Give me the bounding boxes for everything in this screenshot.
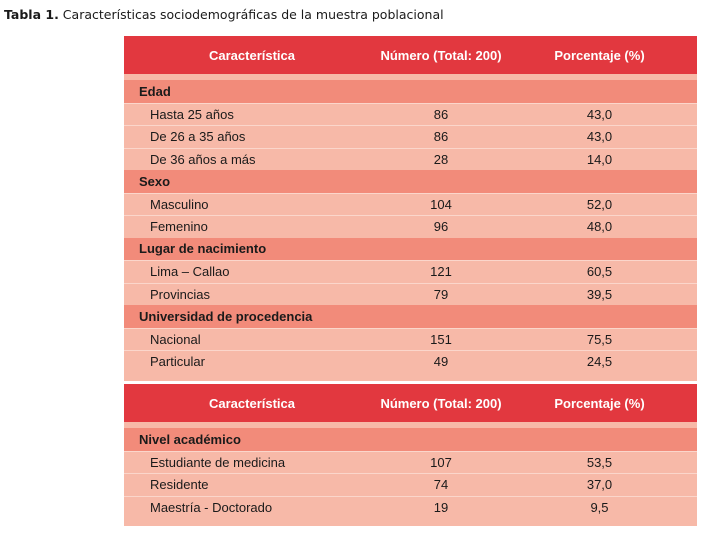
row-number: 74 [433,477,449,493]
demographics-table [124,36,697,381]
row-number: 86 [433,129,449,145]
row-percent: 9,5 [590,499,609,515]
row-label: Masculino [150,196,209,212]
table-row [124,193,697,216]
academic-level-table [124,384,697,526]
row-percent: 37,0 [586,477,613,493]
row-number: 19 [433,499,449,515]
section-header: Edad [124,80,697,103]
row-number: 107 [430,454,452,470]
table-row [124,496,697,519]
header-characteristic: Característica [209,395,295,411]
row-percent: 75,5 [586,331,613,347]
row-label: De 36 años a más [150,151,256,167]
row-percent: 53,5 [586,454,613,470]
header-characteristic: Característica [209,47,295,63]
table-caption [4,7,444,22]
row-percent: 52,0 [586,196,613,212]
table-row [124,215,697,238]
table-row [124,103,697,126]
row-percent: 48,0 [586,219,613,235]
row-label: Nacional [150,331,201,347]
row-number: 96 [433,219,449,235]
row-number: 121 [430,264,452,280]
row-label: Estudiante de medicina [150,454,286,470]
table-body [124,428,697,518]
row-label: Hasta 25 años [150,106,234,122]
row-percent: 60,5 [586,264,613,280]
header-percent: Porcentaje (%) [554,47,645,63]
row-label: Lima – Callao [150,264,230,280]
row-percent: 39,5 [586,286,613,302]
row-percent: 43,0 [586,129,613,145]
section-header: Lugar de nacimiento [124,238,697,261]
row-label: De 26 a 35 años [150,129,246,145]
row-label: Residente [150,477,209,493]
header-number: Número (Total: 200) [380,395,502,411]
row-number: 28 [433,151,449,167]
row-percent: 24,5 [586,354,613,370]
section-header: Sexo [124,170,697,193]
row-number: 104 [430,196,452,212]
row-label: Provincias [150,286,210,302]
caption-text: Características sociodemográficas de la muestra poblacional [58,7,444,22]
caption-label: Tabla 1. [4,7,59,22]
table-row [124,328,697,351]
row-label: Femenino [150,219,208,235]
row-percent: 14,0 [586,151,613,167]
header-number: Número (Total: 200) [380,47,502,63]
table-body [124,80,697,373]
row-number: 151 [430,331,452,347]
row-label: Particular [150,354,205,370]
table-row [124,125,697,148]
table-row [124,260,697,283]
row-number: 49 [433,354,449,370]
table-row [124,473,697,496]
table-row [124,148,697,171]
section-header: Universidad de procedencia [124,305,697,328]
section-header: Nivel académico [124,428,697,451]
row-percent: 43,0 [586,106,613,122]
header-percent: Porcentaje (%) [554,395,645,411]
row-number: 79 [433,286,449,302]
table-row [124,350,697,373]
table-row [124,451,697,474]
row-label: Maestría - Doctorado [150,499,273,515]
table-header [124,36,697,74]
row-number: 86 [433,106,449,122]
table-header [124,384,697,422]
table-row [124,283,697,306]
